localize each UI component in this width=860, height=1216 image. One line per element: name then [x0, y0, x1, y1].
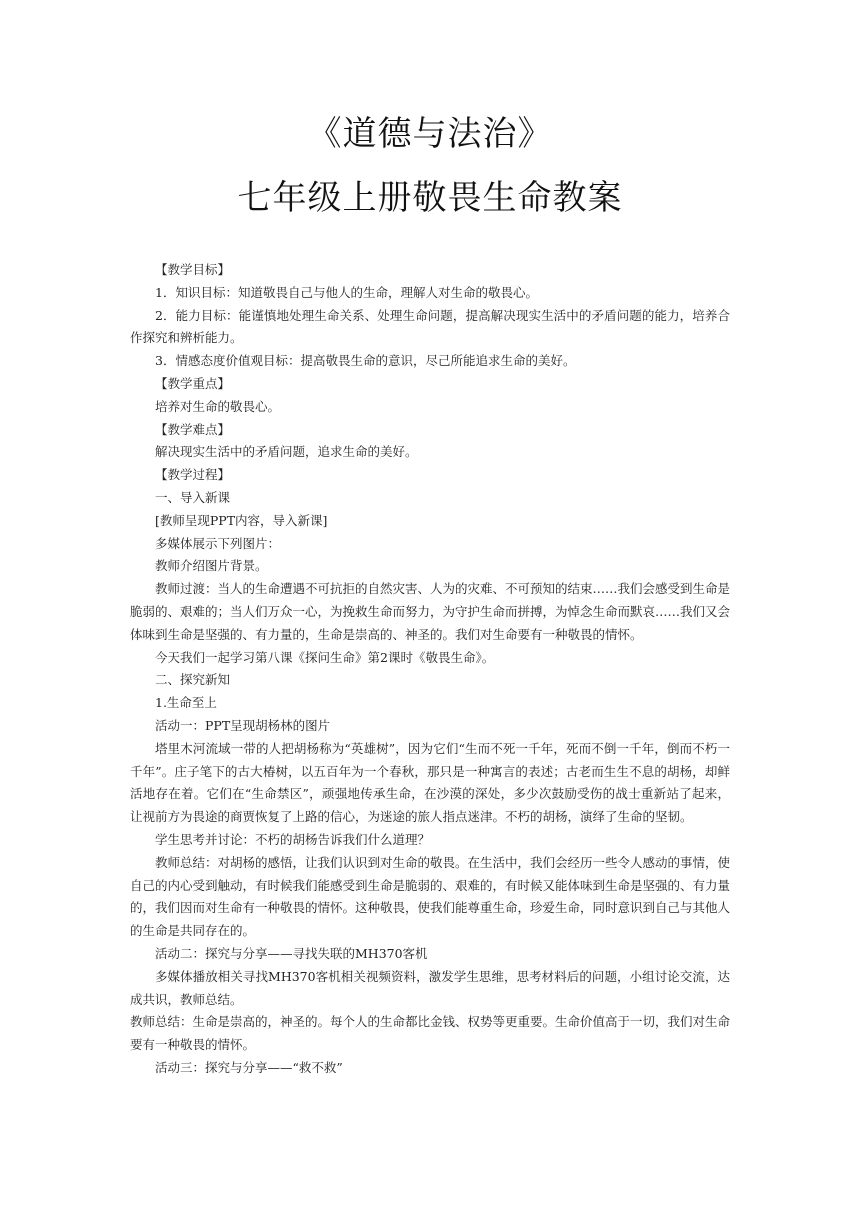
paragraph: 【教学重点】 — [155, 375, 231, 391]
paragraph: [教师呈现PPT内容，导入新课] — [155, 512, 328, 528]
paragraph: 3．情感态度价值观目标：提高敬畏生命的意识，尽己所能追求生命的美好。 — [155, 353, 576, 369]
paragraph: 解决现实生活中的矛盾问题，追求生命的美好。 — [155, 444, 418, 460]
paragraph: 【教学难点】 — [155, 421, 231, 437]
paragraph: 教师总结：生命是崇高的，神圣的。每个人的生命都比金钱、权势等更重要。生命价值高于一切，我们对生命要有一种敬畏的情怀。 — [130, 1014, 731, 1053]
paragraph: 【教学目标】 — [155, 262, 231, 277]
document-body — [130, 259, 730, 1080]
document-subtitle: 七年级上册敬畏生命教案 — [237, 178, 623, 218]
document-title: 《道德与法治》 — [307, 114, 553, 154]
paragraph: 今天我们一起学习第八课《探问生命》第2课时《敬畏生命》。 — [155, 649, 495, 665]
paragraph: 【教学过程】 — [155, 467, 231, 483]
paragraph: 二、探究新知 — [155, 672, 231, 688]
paragraph: 多媒体播放相关寻找MH370客机相关视频资料，激发学生思维，思考材料后的问题，小组讨论交流，达成共识，教师总结。 — [130, 968, 730, 1007]
paragraph: 教师介绍图片背景。 — [155, 558, 268, 574]
paragraph: 多媒体展示下列图片： — [155, 535, 281, 551]
paragraph: 教师总结：对胡杨的感悟，让我们认识到对生命的敬畏。在生活中，我们会经历一些令人感动的事情，使自己的内心受到触动，有时候我们能感受到生命是脆弱的、艰难的，有时候又能体味到生命是坚强的、有力量的，我们因而对生命有一种敬畏的情怀。这种敬畏，使我们能尊重生命，珍爱生命，同时意识到自己与其他人的生命是共同存在的。 — [130, 854, 731, 939]
paragraph: 1．知识目标：知道敬畏自己与他人的生命，理解人对生命的敬畏心。 — [155, 284, 538, 300]
paragraph: 活动一：PPT呈现胡杨林的图片 — [155, 717, 331, 733]
paragraph: 活动三：探究与分享——“救不救” — [155, 1059, 343, 1075]
paragraph: 一、导入新课 — [155, 489, 231, 505]
paragraph: 培养对生命的敬畏心。 — [155, 398, 281, 414]
paragraph: 教师过渡：当人的生命遭遇不可抗拒的自然灾害、人为的灾难、不可预知的结束……我们会感受到生命是脆弱的、艰难的；当人们万众一心，为挽救生命而努力，为守护生命而拼搏，为悼念生命而默哀……我们又会体味到生命是坚强的、有力量的，生命是崇高的、神圣的。我们对生命要有一种敬畏的情怀。 — [130, 581, 731, 642]
paragraph: 学生思考并讨论：不朽的胡杨告诉我们什么道理？ — [155, 831, 431, 847]
paragraph: 塔里木河流域一带的人把胡杨称为“英雄树”，因为它们“生而不死一千年，死而不倒一千年，倒而不朽一千年”。庄子笔下的古大椿树，以五百年为一个春秋，那只是一种寓言的表述；古老而生生不息的胡杨，却鲜活地存在着。它们在“生命禁区”，顽强地传承生命，在沙漠的深处，多少次鼓励受伤的战士重新站了起来，让视前方为畏途的商贾恢复了上路的信心，为迷途的旅人指点迷津。不朽的胡杨，演绎了生命的坚韧。 — [130, 740, 730, 825]
paragraph: 活动二：探究与分享——寻找失联的MH370客机 — [155, 945, 428, 961]
paragraph: 2．能力目标：能谨慎地处理生命关系、处理生命问题，提高解决现实生活中的矛盾问题的能力，培养合作探究和辨析能力。 — [130, 307, 730, 346]
paragraph: 1.生命至上 — [155, 695, 217, 711]
